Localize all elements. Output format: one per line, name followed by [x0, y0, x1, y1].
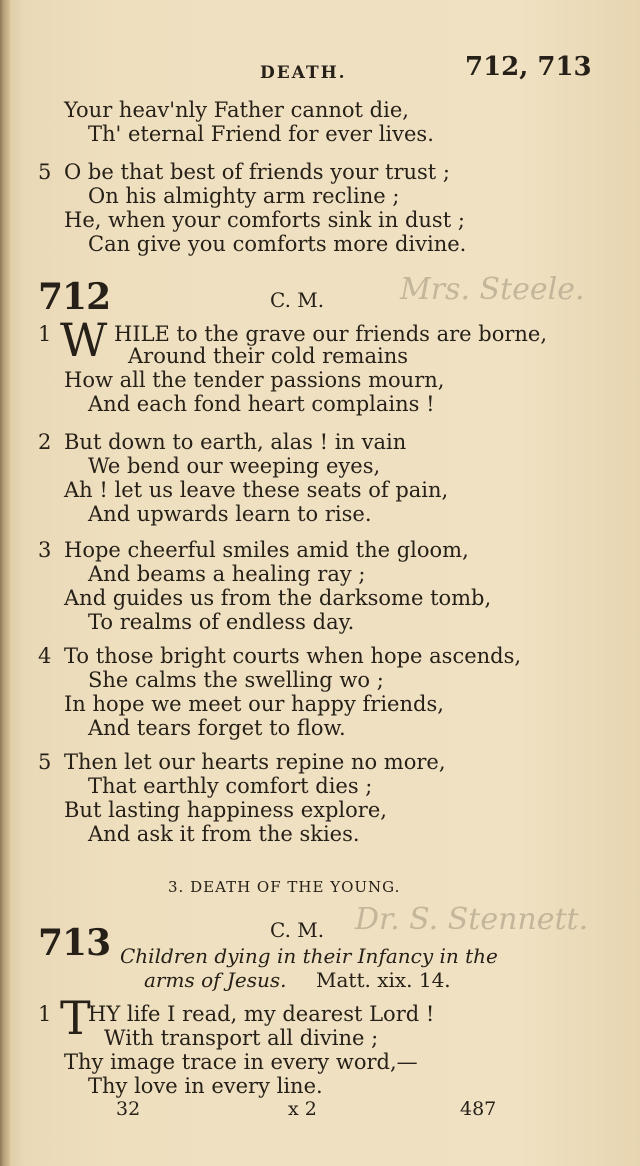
signature-sheet: x 2 — [288, 1098, 317, 1120]
verse-line: Thy love in every line. — [88, 1074, 323, 1098]
hymn-number: 712 — [38, 276, 111, 318]
verse-line: But lasting happiness explore, — [64, 798, 387, 822]
verse-line: With transport all divine ; — [104, 1026, 379, 1050]
section-heading — [168, 878, 400, 896]
verse-line: O be that best of friends your trust ; — [64, 160, 450, 184]
verse-line: She calms the swelling wo ; — [88, 668, 384, 692]
verse-line: We bend our weeping eyes, — [88, 454, 381, 478]
verse-number: 1 — [38, 1002, 52, 1026]
verse-line: And tears forget to flow. — [88, 716, 346, 740]
verse-line: And each fond heart complains ! — [88, 392, 435, 416]
hymn-meter: C. M. — [270, 288, 325, 312]
handwritten-attribution: Mrs. Steele. — [400, 272, 585, 307]
verse-line: And guides us from the darksome tomb, — [64, 586, 492, 610]
verse-line: Thy image trace in every word,— — [64, 1050, 418, 1074]
verse-line: Hope cheerful smiles amid the gloom, — [64, 538, 469, 562]
hymn-range: 712, 713 — [465, 52, 592, 82]
verse-line: Then let our hearts repine no more, — [64, 750, 446, 774]
verse-line: Ah ! let us leave these seats of pain, — [64, 478, 449, 502]
verse-number: 5 — [38, 750, 52, 774]
verse-line: And upwards learn to rise. — [88, 502, 372, 526]
verse-number: 1 — [38, 322, 52, 346]
hymn-subtitle: Children dying in their Infancy in the — [120, 944, 498, 968]
scripture-reference: Matt. xix. 14. — [316, 968, 451, 992]
drop-cap: T — [60, 991, 91, 1045]
verse-line: To those bright courts when hope ascends, — [64, 644, 522, 668]
page-number: 487 — [460, 1098, 497, 1120]
verse-line: HY life I read, my dearest Lord ! — [88, 1002, 435, 1026]
verse-line: To realms of endless day. — [88, 610, 355, 634]
continuation-line-2: Th' eternal Friend for ever lives. — [88, 122, 434, 146]
hymn-number: 713 — [38, 922, 111, 964]
hymn-subtitle-cont: arms of Jesus. — [144, 968, 287, 992]
hymn-meter: C. M. — [270, 918, 325, 942]
verse-line: Around their cold remains — [128, 344, 408, 368]
handwritten-attribution: Dr. S. Stennett. — [355, 902, 589, 937]
verse-number: 4 — [38, 644, 52, 668]
verse-line: He, when your comforts sink in dust ; — [64, 208, 465, 232]
verse-line: In hope we meet our happy friends, — [64, 692, 444, 716]
verse-line: And beams a healing ray ; — [88, 562, 366, 586]
verse-line: That earthly comfort dies ; — [88, 774, 373, 798]
continuation-line-1: Your heav'nly Father cannot die, — [64, 98, 409, 122]
verse-number: 3 — [38, 538, 52, 562]
verse-number: 2 — [38, 430, 52, 454]
page-edge — [0, 0, 10, 1166]
signature-mark: 32 — [116, 1098, 141, 1120]
running-title: DEATH. — [260, 63, 347, 83]
verse-line: On his almighty arm recline ; — [88, 184, 400, 208]
verse-line: HILE to the grave our friends are borne, — [114, 322, 548, 346]
verse-line: How all the tender passions mourn, — [64, 368, 445, 392]
verse-number: 5 — [38, 160, 52, 184]
verse-line: And ask it from the skies. — [88, 822, 360, 846]
section-number: 3. — [168, 878, 185, 896]
section-title: DEATH OF THE YOUNG. — [190, 878, 401, 896]
verse-line: Can give you comforts more divine. — [88, 232, 467, 256]
verse-line: But down to earth, alas ! in vain — [64, 430, 407, 454]
drop-cap: W — [60, 313, 108, 367]
